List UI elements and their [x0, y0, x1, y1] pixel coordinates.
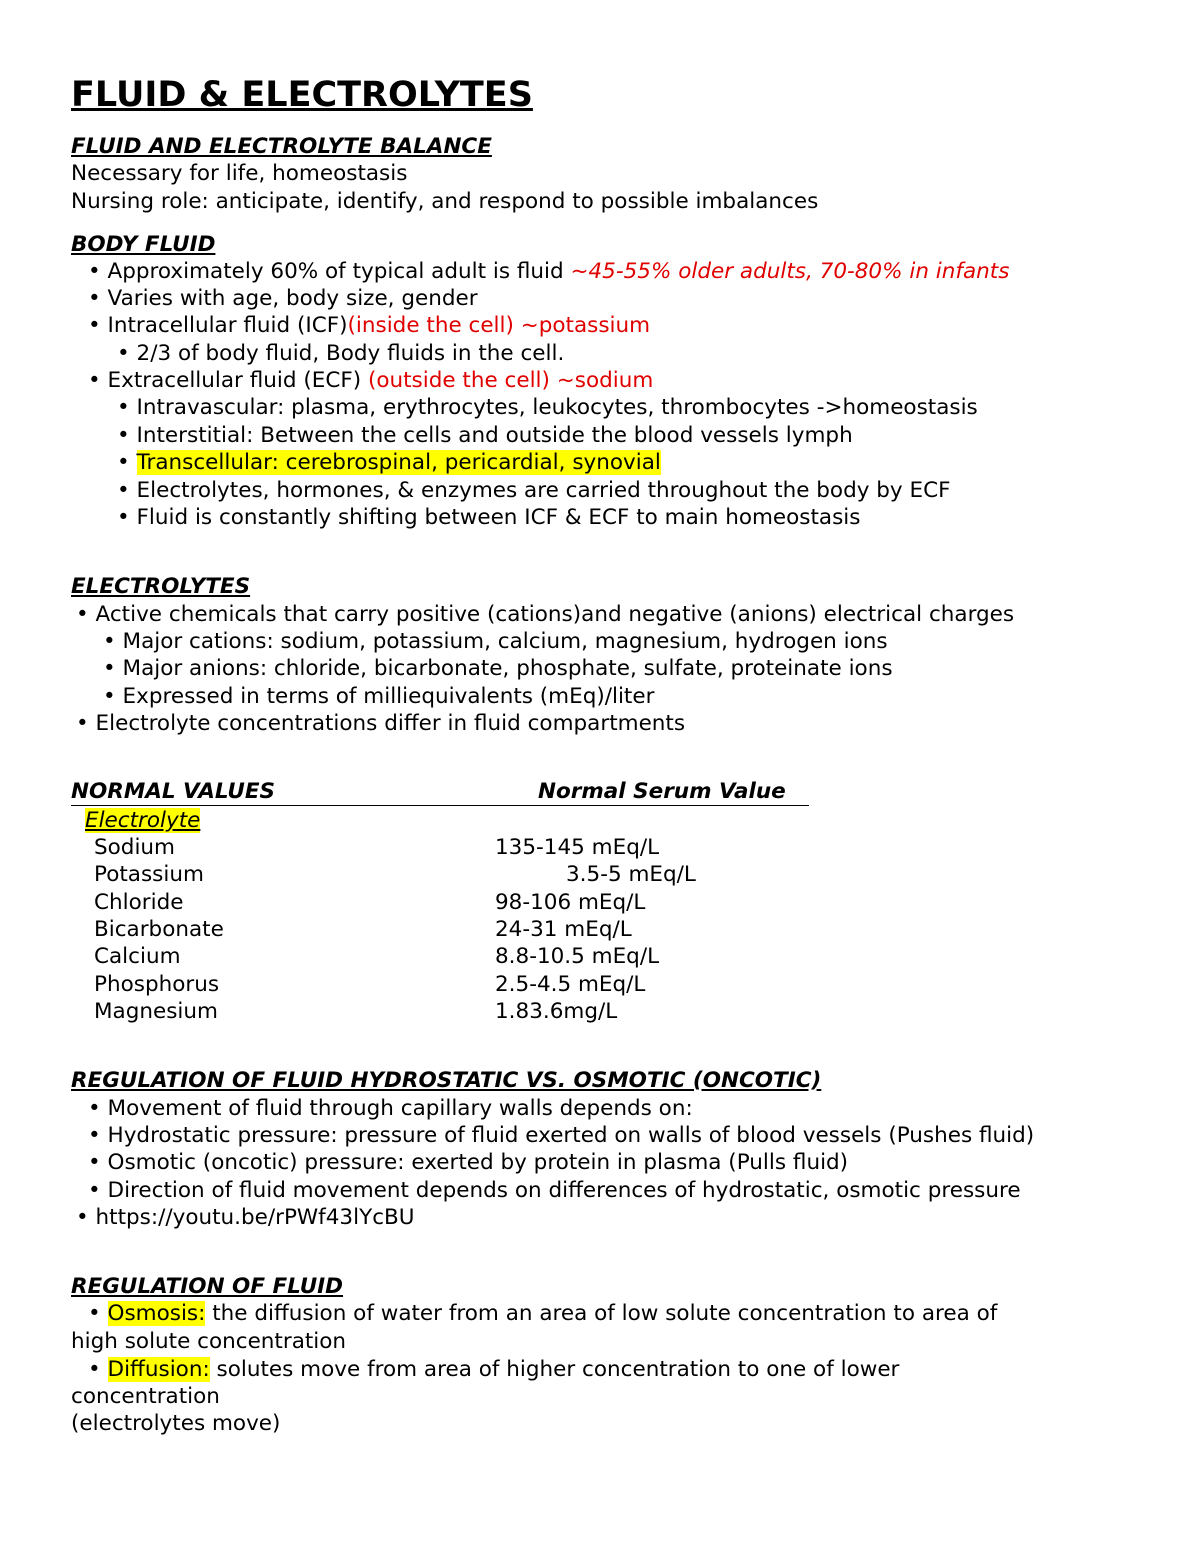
- bullet-text: Approximately 60% of typical adult is fluid: [107, 259, 571, 284]
- bullet-text: Electrolyte concentrations differ in fluid compartments: [95, 711, 686, 736]
- section-heading-regulation-hydrostatic: REGULATION OF FLUID HYDROSTATIC VS. OSMOTIC (ONCOTIC): [71, 1068, 822, 1093]
- electrolyte-name: Calcium: [94, 944, 181, 970]
- osmosis-continuation: high solute concentration: [71, 1329, 347, 1354]
- osmosis-bullet: • Osmosis: the diffusion of water from an area of low solute concentration to area of: [88, 1301, 998, 1326]
- body-fluid-bullet-4: • Extracellular fluid (ECF) (outside the cell) ~sodium: [88, 368, 654, 393]
- electrolyte-value: 8.8-10.5 mEq/L: [495, 944, 660, 970]
- electrolytes-sub-bullet-3: • Expressed in terms of milliequivalents (mEq)/liter: [103, 684, 655, 709]
- bullet-text: Active chemicals that carry positive (cations)and negative (anions) electrical charges: [95, 602, 1015, 627]
- ecf-sub-bullet-1: • Intravascular: plasma, erythrocytes, leukocytes, thrombocytes ->homeostasis: [117, 395, 978, 420]
- electrolyte-column-label: [85, 807, 200, 834]
- electrolyte-name: Magnesium: [94, 998, 218, 1024]
- electrolytes-sub-bullet-2: • Major anions: chloride, bicarbonate, phosphate, sulfate, proteinate ions: [103, 656, 893, 681]
- highlighted-text: Electrolyte: [85, 808, 201, 833]
- electrolytes-bullet-2: • Electrolyte concentrations differ in fluid compartments: [76, 711, 686, 736]
- body-fluid-bullet-2: • Varies with age, body size, gender: [88, 286, 478, 311]
- electrolyte-value: 98-106 mEq/L: [495, 889, 646, 915]
- bullet-text: 2/3 of body fluid, Body fluids in the cell.: [136, 341, 565, 366]
- ecf-sub-bullet-4: • Electrolytes, hormones, & enzymes are carried throughout the body by ECF: [117, 478, 951, 503]
- normal-values-heading-left: NORMAL VALUES: [71, 779, 276, 804]
- video-link-bullet: • https://youtu.be/rPWf43lYcBU: [76, 1205, 415, 1230]
- bullet-text: Varies with age, body size, gender: [107, 286, 478, 311]
- diffusion-continuation-2: (electrolytes move): [71, 1411, 281, 1436]
- bullet-text: Electrolytes, hormones, & enzymes are carried throughout the body by ECF: [136, 478, 951, 503]
- body-fluid-bullet-3: • Intracellular fluid (ICF)(inside the cell) ~potassium: [88, 313, 651, 338]
- hydro-bullet-3: • Osmotic (oncotic) pressure: exerted by protein in plasma (Pulls fluid): [88, 1150, 849, 1175]
- section-heading-balance: FLUID AND ELECTROLYTE BALANCE: [71, 134, 492, 159]
- red-note: (inside the cell) ~potassium: [347, 313, 651, 338]
- electrolyte-value: 135-145 mEq/L: [495, 835, 660, 860]
- electrolyte-name: Phosphorus: [94, 971, 220, 997]
- balance-line-2: Nursing role: anticipate, identify, and respond to possible imbalances: [71, 189, 819, 214]
- electrolytes-sub-bullet-1: • Major cations: sodium, potassium, calcium, magnesium, hydrogen ions: [103, 629, 888, 654]
- section-heading-body-fluid: BODY FLUID: [71, 232, 216, 257]
- electrolyte-name: Chloride: [94, 889, 184, 915]
- bullet-text: Direction of fluid movement depends on differences of hydrostatic, osmotic pressure: [107, 1178, 1021, 1203]
- hydro-bullet-4: • Direction of fluid movement depends on differences of hydrostatic, osmotic pressure: [88, 1178, 1021, 1203]
- red-note: (outside the cell) ~sodium: [367, 368, 654, 393]
- highlighted-text: Transcellular: cerebrospinal, pericardial, synovial: [136, 450, 661, 475]
- ecf-sub-bullet-5: • Fluid is constantly shifting between ICF & ECF to main homeostasis: [117, 505, 861, 530]
- section-heading-electrolytes: ELECTROLYTES: [71, 574, 251, 599]
- hydro-bullet-2: • Hydrostatic pressure: pressure of fluid exerted on walls of blood vessels (Pushes fluid): [88, 1123, 1035, 1148]
- electrolyte-name: Bicarbonate: [94, 916, 224, 942]
- balance-line-1: Necessary for life, homeostasis: [71, 161, 408, 186]
- bullet-text: Interstitial: Between the cells and outside the blood vessels lymph: [136, 423, 853, 448]
- video-link[interactable]: https://youtu.be/rPWf43lYcBU: [95, 1205, 415, 1230]
- bullet-text: Intracellular fluid (ICF): [107, 313, 348, 338]
- body-fluid-sub-bullet: • 2/3 of body fluid, Body fluids in the cell.: [117, 341, 565, 366]
- diffusion-term: Diffusion:: [107, 1357, 210, 1382]
- electrolyte-value: 1.83.6mg/L: [495, 998, 618, 1024]
- electrolyte-value: 2.5-4.5 mEq/L: [495, 971, 646, 997]
- normal-values-heading: [71, 778, 809, 806]
- osmosis-term: Osmosis:: [107, 1301, 206, 1326]
- diffusion-bullet: • Diffusion: solutes move from area of higher concentration to one of lower: [88, 1357, 900, 1382]
- bullet-text: Osmotic (oncotic) pressure: exerted by protein in plasma (Pulls fluid): [107, 1150, 849, 1175]
- red-note: ~45-55% older adults, 70-80% in infants: [570, 259, 1010, 284]
- bullet-text: Major anions: chloride, bicarbonate, phosphate, sulfate, proteinate ions: [122, 656, 893, 681]
- bullet-text: Extracellular fluid (ECF): [107, 368, 368, 393]
- electrolytes-bullet-1: • Active chemicals that carry positive (cations)and negative (anions) electrical charges: [76, 602, 1015, 627]
- ecf-sub-bullet-2: • Interstitial: Between the cells and outside the blood vessels lymph: [117, 423, 853, 448]
- bullet-text: Movement of fluid through capillary walls depends on:: [107, 1096, 693, 1121]
- electrolyte-name: Potassium: [94, 862, 204, 888]
- body-fluid-bullet-1: • Approximately 60% of typical adult is fluid ~45-55% older adults, 70-80% in infants: [88, 259, 1010, 284]
- bullet-text: Intravascular: plasma, erythrocytes, leukocytes, thrombocytes ->homeostasis: [136, 395, 978, 420]
- electrolyte-value: 3.5-5 mEq/L: [566, 862, 696, 888]
- electrolyte-name: Sodium: [94, 835, 175, 860]
- ecf-sub-bullet-3: • Transcellular: cerebrospinal, pericardial, synovial: [117, 450, 661, 475]
- bullet-text: the diffusion of water from an area of low solute concentration to area of: [205, 1301, 998, 1326]
- bullet-text: Expressed in terms of milliequivalents (mEq)/liter: [122, 684, 655, 709]
- bullet-text: Hydrostatic pressure: pressure of fluid exerted on walls of blood vessels (Pushes fluid): [107, 1123, 1035, 1148]
- normal-values-heading-right: Normal Serum Value: [538, 779, 786, 804]
- electrolyte-value: 24-31 mEq/L: [495, 916, 632, 942]
- bullet-text: Major cations: sodium, potassium, calcium, magnesium, hydrogen ions: [122, 629, 888, 654]
- bullet-text: Fluid is constantly shifting between ICF & ECF to main homeostasis: [136, 505, 861, 530]
- bullet-text: solutes move from area of higher concentration to one of lower: [209, 1357, 900, 1382]
- section-heading-regulation-fluid: REGULATION OF FLUID: [71, 1274, 344, 1299]
- diffusion-continuation: concentration: [71, 1384, 220, 1409]
- document-title: FLUID & ELECTROLYTES: [71, 75, 533, 115]
- hydro-bullet-1: • Movement of fluid through capillary walls depends on:: [88, 1096, 693, 1121]
